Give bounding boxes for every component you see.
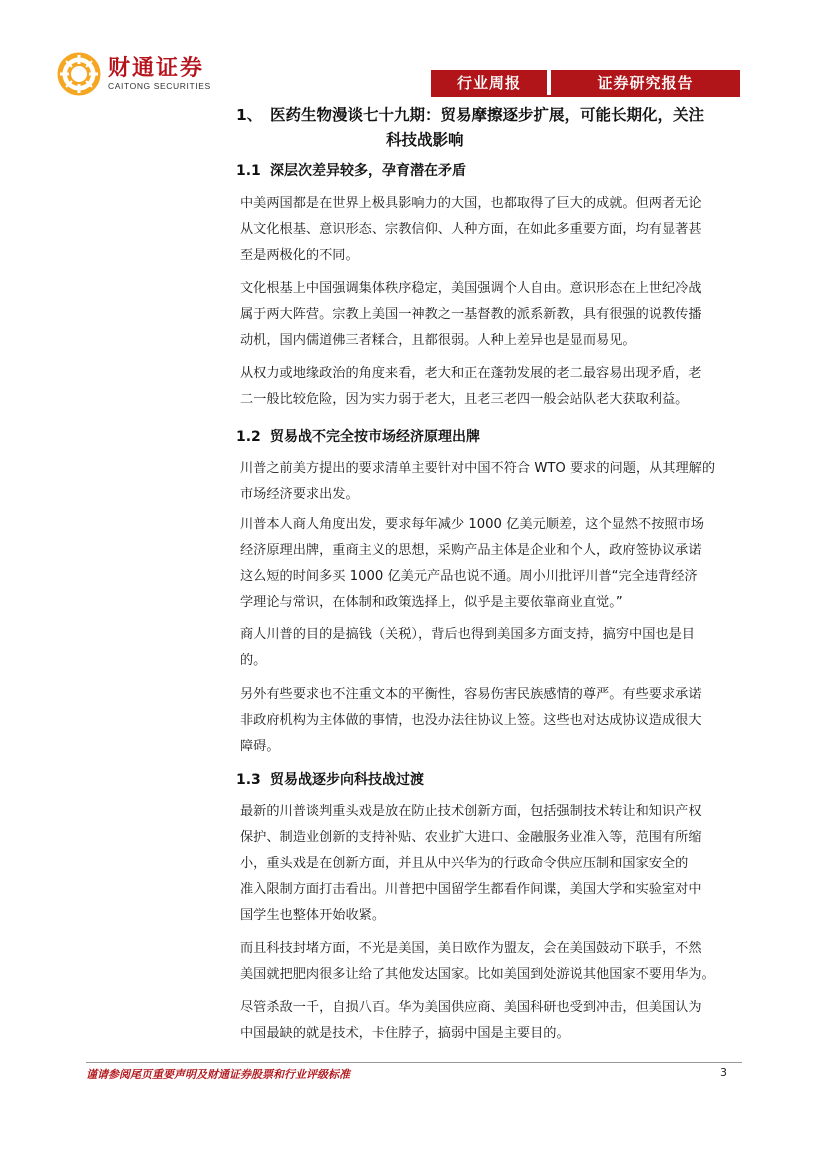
company-logo — [56, 52, 211, 96]
text-line: 障碍。 — [240, 739, 280, 754]
section-title-line-1: 医药生物漫谈七十九期：贸易摩擦逐步扩展，可能长期化，关注 — [270, 106, 705, 124]
text-line: 至是两极化的不同。 — [240, 248, 359, 263]
footer-disclaimer: 谨请参阅尾页重要声明及财通证券股票和行业评级标准 — [86, 1068, 350, 1081]
text-line: 川普本人商人角度出发，要求每年减少 1000 亿美元顺差，这个显然不按照市场 — [240, 517, 704, 532]
subsection-heading — [236, 426, 480, 446]
text-line: 国学生也整体开始收紧。 — [240, 908, 386, 923]
subsection-number: 1.3 — [236, 772, 261, 788]
text-line: 从权力或地缘政治的角度来看，老大和正在蓬勃发展的老二最容易出现矛盾，老 — [240, 366, 702, 381]
footer-divider — [86, 1062, 742, 1063]
paragraph — [240, 191, 745, 269]
text-line: 最新的川普谈判重头戏是放在防止技术创新方面，包括强制技术转让和知识产权 — [240, 804, 702, 819]
subsection-number: 1.1 — [236, 163, 261, 179]
text-line: 川普之前美方提出的要求清单主要针对中国不符合 WTO 要求的问题，从其理解的 — [240, 461, 716, 476]
text-line: 市场经济要求出发。 — [240, 487, 359, 502]
text-line: 的。 — [240, 653, 267, 668]
subsection-title: 深层次差异较多，孕育潜在矛盾 — [270, 163, 466, 179]
text-line: 保护、制造业创新的支持补贴、农业扩大进口、金融服务业准入等，范围有所缩 — [240, 830, 702, 845]
subsection-heading — [236, 769, 424, 789]
text-line: 属于两大阵营。宗教上美国一神教之一基督教的派系新教，具有很强的说教传播 — [240, 307, 702, 322]
subsection-number: 1.2 — [236, 429, 261, 445]
text-line: 而且科技封堵方面，不光是美国，美日欧作为盟友，会在美国鼓动下联手，不然 — [240, 941, 702, 956]
text-line: 尽管杀敌一千，自损八百。华为美国供应商、美国科研也受到冲击，但美国认为 — [240, 1000, 702, 1015]
section-title-line-2: 科技战影响 — [386, 131, 464, 149]
subsection-heading — [236, 160, 466, 180]
paragraph — [240, 995, 745, 1047]
text-line: 这么短的时间多买 1000 亿美元产品也说不通。周小川批评川普“完全违背经济 — [240, 569, 698, 584]
paragraph — [240, 361, 745, 413]
industry-weekly-label: 行业周报 — [431, 70, 547, 95]
text-line: 准入限制方面打击看出。川普把中国留学生都看作间谍，美国大学和实验室对中 — [240, 882, 702, 897]
header-divider — [431, 95, 740, 97]
paragraph — [240, 456, 745, 508]
text-line: 非政府机构为主体做的事情，也没办法往协议上签。这些也对达成协议造成很大 — [240, 713, 702, 728]
paragraph — [240, 682, 745, 760]
page-number: 3 — [720, 1066, 727, 1079]
text-line: 学理论与常识，在体制和政策选择上，似乎是主要依靠商业直觉。” — [240, 595, 623, 610]
text-line: 经济原理出牌，重商主义的思想，采购产品主体是企业和个人，政府签协议承诺 — [240, 543, 702, 558]
research-report-label: 证券研究报告 — [551, 70, 740, 95]
paragraph — [240, 512, 745, 616]
text-line: 美国就把肥肉很多让给了其他发达国家。比如美国到处游说其他国家不要用华为。 — [240, 967, 715, 982]
paragraph — [240, 622, 745, 674]
text-line: 二一般比较危险，因为实力弱于老大，且老三老四一般会站队老大获取利益。 — [240, 392, 689, 407]
text-line: 中美两国都是在世界上极具影响力的大国，也都取得了巨大的成就。但两者无论 — [240, 196, 702, 211]
text-line: 中国最缺的就是技术，卡住脖子，搞弱中国是主要目的。 — [240, 1026, 570, 1041]
text-line: 另外有些要求也不注重文本的平衡性，容易伤害民族感情的尊严。有些要求承诺 — [240, 687, 702, 702]
paragraph — [240, 276, 745, 354]
report-type-bar — [431, 70, 740, 95]
text-line: 动机，国内儒道佛三者糅合，且都很弱。人种上差异也是显而易见。 — [240, 333, 636, 348]
logo-name-en: CAITONG SECURITIES — [108, 80, 211, 91]
paragraph — [240, 936, 745, 988]
subsection-title: 贸易战逐步向科技战过渡 — [270, 772, 424, 788]
paragraph — [240, 799, 745, 929]
text-line: 从文化根基、意识形态、宗教信仰、人种方面，在如此多重要方面，均有显著甚 — [240, 222, 702, 237]
logo-name-cn: 财通证券 — [108, 55, 205, 81]
text-line: 商人川普的目的是搞钱（关税），背后也得到美国多方面支持，搞穷中国也是目 — [240, 627, 695, 642]
text-line: 小，重头戏是在创新方面，并且从中兴华为的行政命令供应压制和国家安全的 — [240, 856, 689, 871]
text-line: 文化根基上中国强调集体秩序稳定，美国强调个人自由。意识形态在上世纪冷战 — [240, 281, 702, 296]
caitong-logo-icon — [56, 52, 102, 96]
subsection-title: 贸易战不完全按市场经济原理出牌 — [270, 429, 480, 445]
section-number: 1、 — [236, 106, 263, 124]
